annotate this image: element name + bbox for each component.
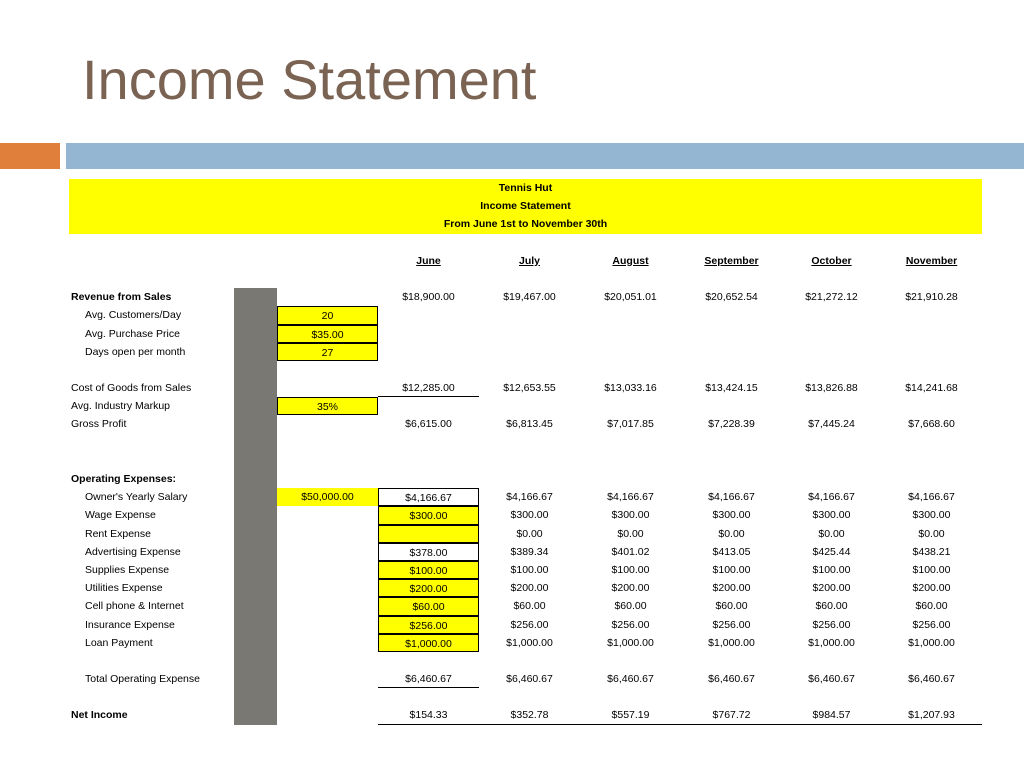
expense-row-utilities	[69, 579, 982, 597]
expense-value[interactable]: $300.00	[510, 509, 549, 522]
gross-profit-value[interactable]: $7,017.85	[607, 418, 654, 431]
expense-value[interactable]: $200.00	[812, 582, 851, 595]
expense-row-salary	[69, 488, 982, 506]
expense-value[interactable]: $300.00	[712, 509, 751, 522]
expense-value[interactable]: $256.00	[378, 616, 479, 634]
salary-input[interactable]: $50,000.00	[277, 488, 378, 506]
spacer-row	[69, 452, 982, 470]
expense-value[interactable]: $100.00	[510, 563, 549, 576]
gross-profit-value[interactable]: $7,668.60	[908, 418, 955, 431]
cogs-value[interactable]: $14,241.68	[905, 382, 958, 395]
net-income-row	[69, 706, 982, 724]
month-header: August	[612, 254, 649, 267]
expense-value[interactable]: $4,166.67	[506, 491, 553, 504]
expense-value[interactable]: $256.00	[812, 618, 851, 631]
expense-label: Cell phone & Internet	[85, 600, 184, 613]
expense-value[interactable]: $200.00	[712, 582, 751, 595]
gross-profit-value[interactable]: $6,615.00	[405, 418, 452, 431]
company-name-row	[69, 179, 982, 197]
period-label: From June 1st to November 30th	[443, 218, 608, 231]
expense-value[interactable]: $378.00	[378, 543, 479, 561]
expense-label: Supplies Expense	[85, 563, 170, 576]
expense-label: Utilities Expense	[85, 582, 163, 595]
expense-label: Wage Expense	[85, 509, 156, 522]
cogs-value[interactable]: $13,424.15	[705, 382, 758, 395]
expense-value[interactable]: $100.00	[812, 563, 851, 576]
expense-value[interactable]: $1,000.00	[808, 636, 855, 649]
gross-profit-value[interactable]: $7,445.24	[808, 418, 855, 431]
cogs-value[interactable]: $13,826.88	[805, 382, 858, 395]
cogs-value[interactable]: $12,285.00	[378, 379, 479, 397]
expense-value[interactable]: $256.00	[611, 618, 650, 631]
total-expense-value[interactable]: $6,460.67	[808, 673, 855, 686]
expense-value[interactable]: $100.00	[912, 563, 951, 576]
expense-value[interactable]: $0.00	[818, 527, 845, 540]
days-open-row	[69, 343, 982, 361]
expense-value[interactable]: $4,166.67	[378, 488, 479, 506]
expense-value[interactable]: $300.00	[812, 509, 851, 522]
expense-value[interactable]: $4,166.67	[607, 491, 654, 504]
expense-value[interactable]: $60.00	[915, 600, 948, 613]
accent-bar-orange	[0, 143, 60, 169]
expense-value[interactable]: $0.00	[918, 527, 945, 540]
revenue-value[interactable]: $18,900.00	[402, 291, 455, 304]
cogs-label: Cost of Goods from Sales	[71, 382, 192, 395]
expense-value[interactable]	[378, 525, 479, 543]
net-income-label: Net Income	[71, 709, 128, 722]
expense-value[interactable]: $60.00	[614, 600, 647, 613]
expense-row-wage	[69, 506, 982, 524]
month-header: June	[416, 254, 441, 267]
month-header-row	[69, 252, 982, 270]
month-header: October	[811, 254, 852, 267]
expense-row-supplies	[69, 561, 982, 579]
gross-profit-value[interactable]: $6,813.45	[506, 418, 553, 431]
net-income-value[interactable]: $984.57	[781, 706, 882, 724]
slide-title: Income Statement	[82, 48, 537, 111]
revenue-value[interactable]: $21,272.12	[805, 291, 858, 304]
expense-value[interactable]: $256.00	[712, 618, 751, 631]
days-open-label: Days open per month	[85, 345, 186, 358]
expense-value[interactable]: $0.00	[516, 527, 543, 540]
expense-value[interactable]: $100.00	[712, 563, 751, 576]
expense-value[interactable]: $200.00	[611, 582, 650, 595]
expense-value[interactable]: $256.00	[912, 618, 951, 631]
expense-row-rent	[69, 525, 982, 543]
company-name: Tennis Hut	[498, 182, 553, 194]
days-open-input[interactable]: 27	[277, 343, 378, 361]
spacer-row	[69, 361, 982, 379]
expense-value[interactable]: $438.21	[912, 545, 951, 558]
expense-value[interactable]: $4,166.67	[908, 491, 955, 504]
expense-value[interactable]: $60.00	[715, 600, 748, 613]
operating-heading-row	[69, 470, 982, 488]
expense-value[interactable]: $256.00	[510, 618, 549, 631]
expense-value[interactable]: $4,166.67	[808, 491, 855, 504]
total-expense-value[interactable]: $6,460.67	[607, 673, 654, 686]
expense-value[interactable]: $100.00	[611, 563, 650, 576]
markup-row	[69, 397, 982, 415]
net-income-value[interactable]: $767.72	[681, 706, 782, 724]
expense-value[interactable]: $300.00	[611, 509, 650, 522]
revenue-value[interactable]: $20,051.01	[604, 291, 657, 304]
expense-value[interactable]: $1,000.00	[378, 634, 479, 652]
expense-row-advertising	[69, 543, 982, 561]
expense-value[interactable]: $200.00	[378, 579, 479, 597]
expense-value[interactable]: $413.05	[712, 545, 751, 558]
expense-label: Advertising Expense	[85, 545, 181, 558]
spacer-row	[69, 688, 982, 706]
net-income-value[interactable]: $154.33	[378, 706, 479, 724]
expense-value[interactable]: $60.00	[378, 597, 479, 615]
expense-label: Insurance Expense	[85, 618, 175, 631]
net-income-value[interactable]: $352.78	[479, 706, 580, 724]
expense-value[interactable]: $60.00	[815, 600, 848, 613]
expense-value[interactable]: $1,000.00	[908, 636, 955, 649]
avg-price-input[interactable]: $35.00	[277, 325, 378, 343]
month-header: July	[518, 254, 540, 267]
expense-row-cellphone	[69, 597, 982, 615]
expense-label: Rent Expense	[85, 527, 151, 540]
expense-value[interactable]: $200.00	[912, 582, 951, 595]
cogs-row	[69, 379, 982, 397]
expense-label: Owner's Yearly Salary	[85, 491, 188, 504]
revenue-value[interactable]: $20,652.54	[705, 291, 758, 304]
total-expense-value[interactable]: $6,460.67	[506, 673, 553, 686]
avg-price-row	[69, 325, 982, 343]
revenue-row	[69, 288, 982, 306]
spacer-row	[69, 652, 982, 670]
expense-label: Loan Payment	[85, 636, 153, 649]
total-expense-value[interactable]: $6,460.67	[378, 670, 479, 688]
expense-value[interactable]: $100.00	[378, 561, 479, 579]
expense-value[interactable]: $389.34	[510, 545, 549, 558]
avg-price-label: Avg. Purchase Price	[85, 327, 180, 340]
expense-value[interactable]: $401.02	[611, 545, 650, 558]
income-statement-sheet	[69, 179, 982, 725]
net-income-value[interactable]: $1,207.93	[881, 706, 982, 724]
statement-name: Income Statement	[480, 200, 571, 213]
gross-profit-row	[69, 415, 982, 433]
statement-name-row	[69, 197, 982, 215]
expense-value[interactable]: $300.00	[912, 509, 951, 522]
spacer-row	[69, 234, 982, 252]
avg-customers-row	[69, 306, 982, 324]
markup-input[interactable]: 35%	[277, 397, 378, 415]
spacer-row	[69, 270, 982, 288]
expense-value[interactable]: $0.00	[718, 527, 745, 540]
total-expense-row	[69, 670, 982, 688]
revenue-label: Revenue from Sales	[71, 291, 172, 304]
expense-row-loan	[69, 634, 982, 652]
revenue-value[interactable]: $19,467.00	[503, 291, 556, 304]
gross-profit-label: Gross Profit	[71, 418, 127, 431]
period-row	[69, 215, 982, 233]
expense-value[interactable]: $425.44	[812, 545, 851, 558]
cogs-value[interactable]: $12,653.55	[503, 382, 556, 395]
total-expense-label: Total Operating Expense	[85, 673, 200, 686]
expense-value[interactable]: $0.00	[617, 527, 644, 540]
expense-value[interactable]: $60.00	[513, 600, 546, 613]
expense-value[interactable]: $4,166.67	[708, 491, 755, 504]
net-income-value[interactable]: $557.19	[580, 706, 681, 724]
expense-value[interactable]: $1,000.00	[506, 636, 553, 649]
accent-bar-blue	[66, 143, 1024, 169]
operating-heading: Operating Expenses:	[71, 473, 177, 485]
markup-label: Avg. Industry Markup	[71, 400, 171, 413]
month-header: November	[905, 254, 958, 267]
total-expense-value[interactable]: $6,460.67	[908, 673, 955, 686]
expense-value[interactable]: $300.00	[378, 506, 479, 524]
month-header: September	[704, 254, 759, 267]
total-expense-value[interactable]: $6,460.67	[708, 673, 755, 686]
spacer-row	[69, 434, 982, 452]
gross-profit-value[interactable]: $7,228.39	[708, 418, 755, 431]
expense-row-insurance	[69, 616, 982, 634]
avg-customers-label: Avg. Customers/Day	[85, 309, 182, 322]
cogs-value[interactable]: $13,033.16	[604, 382, 657, 395]
revenue-value[interactable]: $21,910.28	[905, 291, 958, 304]
expense-value[interactable]: $200.00	[510, 582, 549, 595]
avg-customers-input[interactable]: 20	[277, 306, 378, 324]
expense-value[interactable]: $1,000.00	[708, 636, 755, 649]
expense-value[interactable]: $1,000.00	[607, 636, 654, 649]
